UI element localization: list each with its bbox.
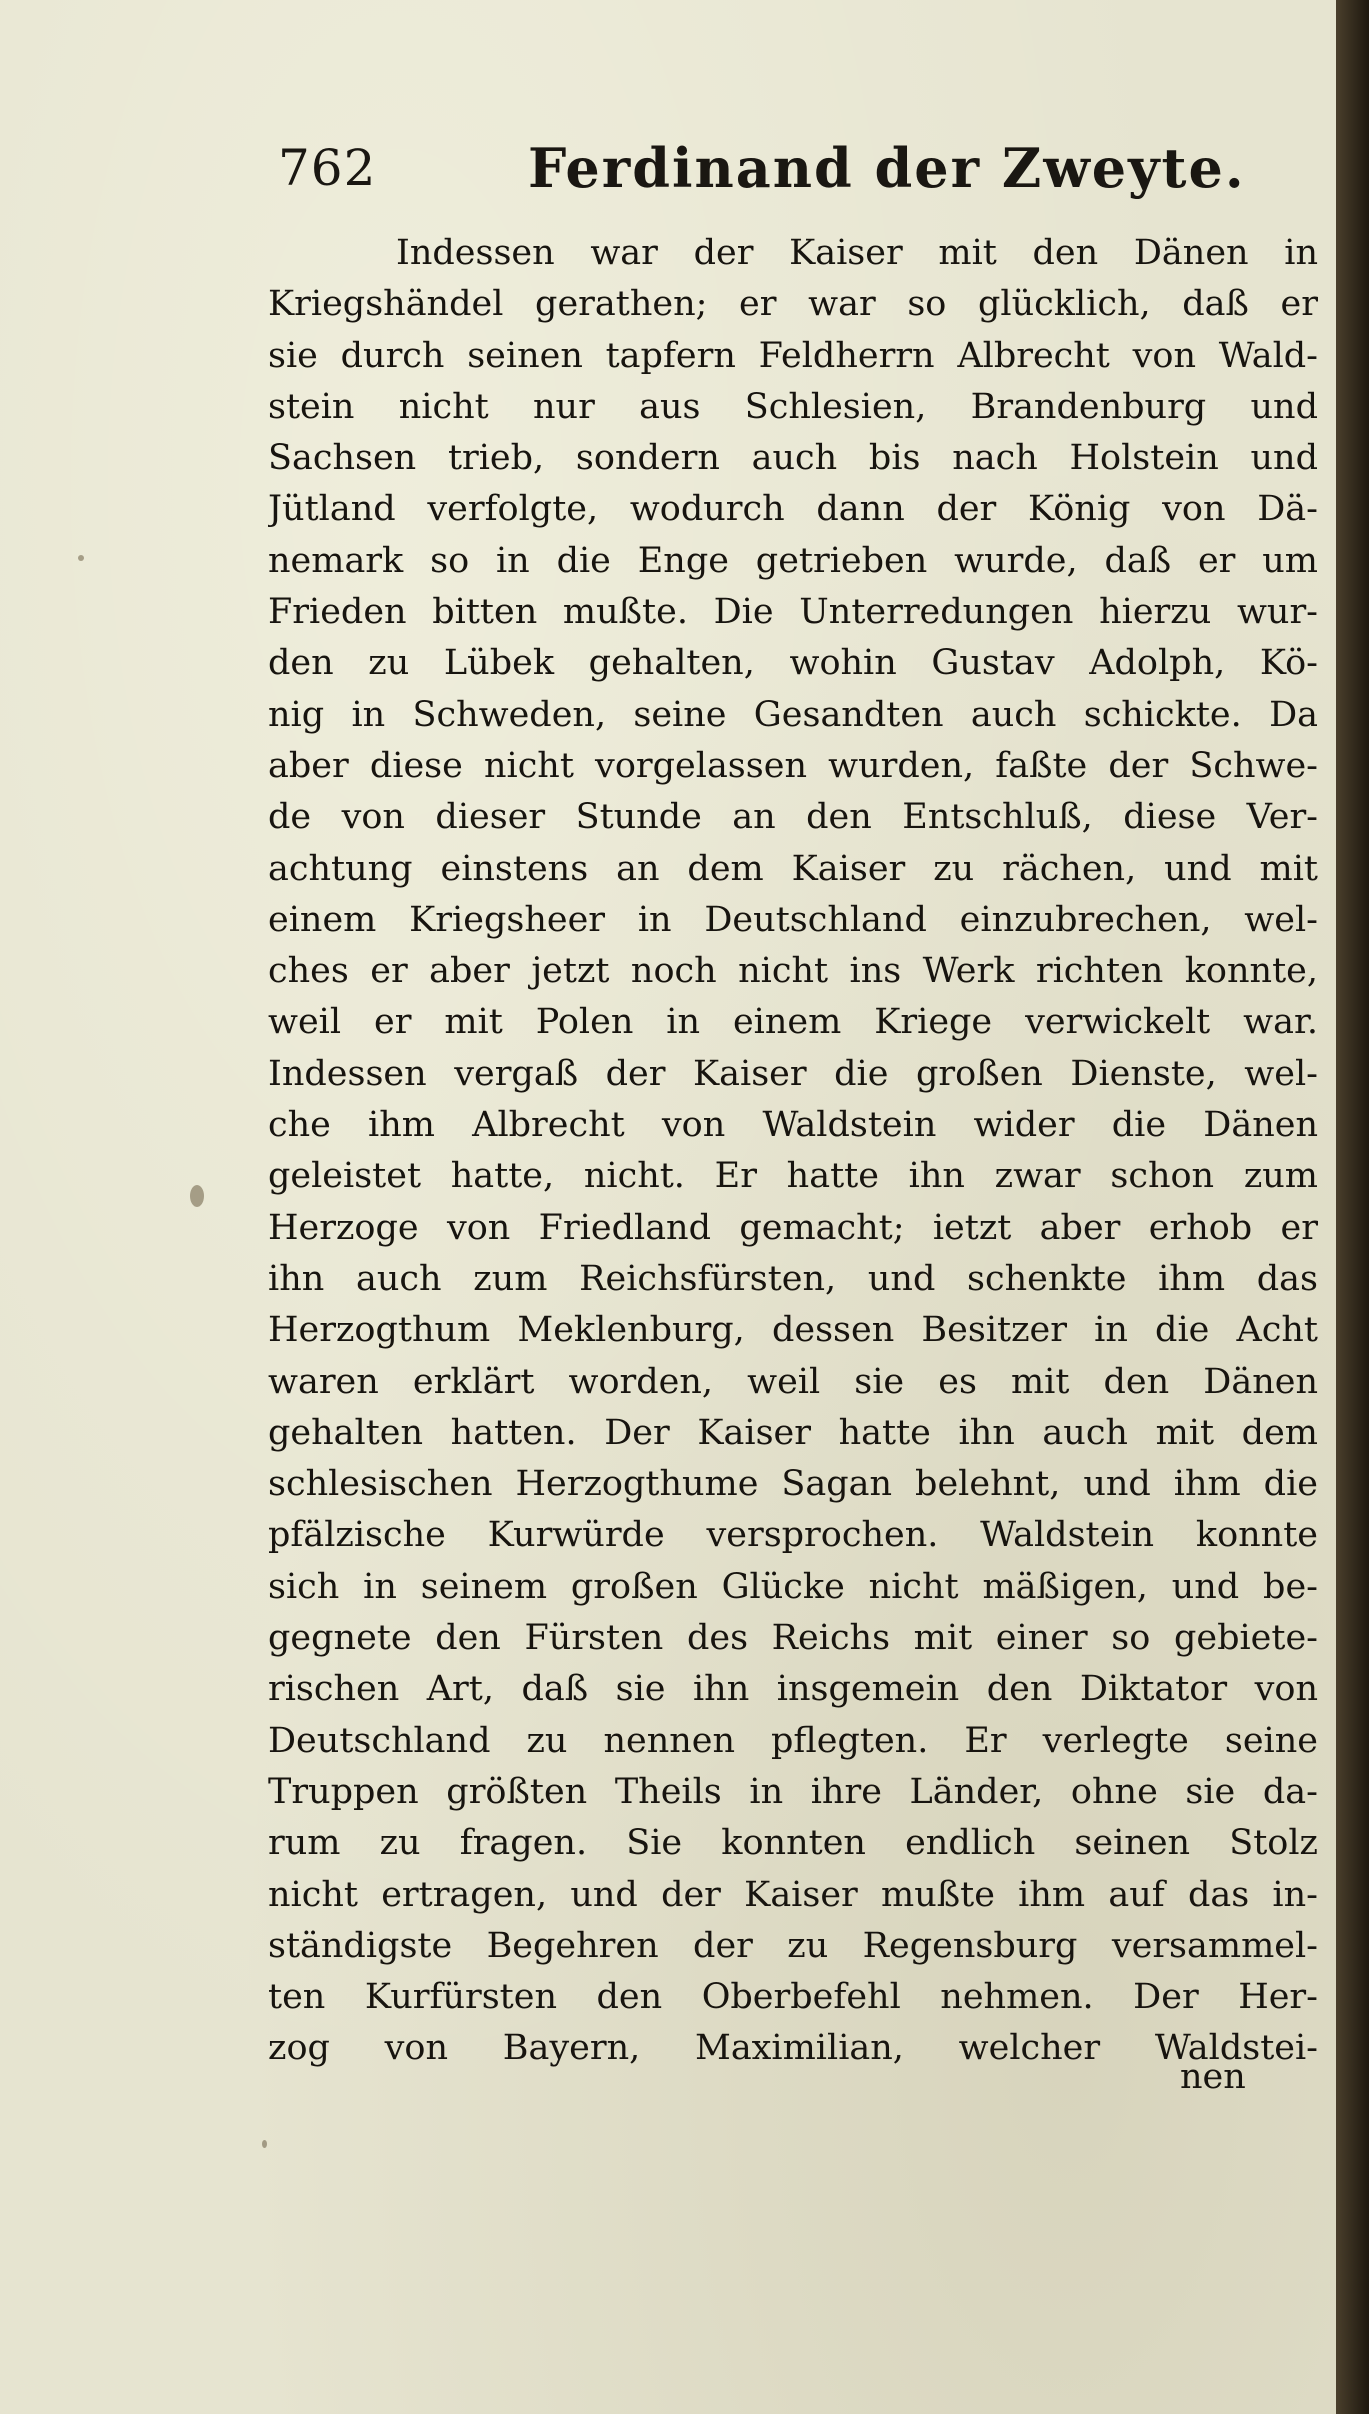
text-line: Indessen war der Kaiser mit den Dänen in <box>396 233 1318 273</box>
text-line: ständigste Begehren der zu Regensburg versammel- <box>268 1925 1318 1966</box>
text-line: rischen Art, daß sie ihn insgemein den Diktator von <box>268 1669 1318 1710</box>
text-line: einem Kriegsheer in Deutschland einzubrechen, wel- <box>268 899 1318 940</box>
text-line: Sachsen trieb, sondern auch bis nach Holstein und <box>268 438 1318 479</box>
text-line: achtung einstens an dem Kaiser zu rächen, und mit <box>268 848 1318 889</box>
text-line: waren erklärt worden, weil sie es mit den Dänen <box>268 1361 1318 1402</box>
text-line: ches er aber jetzt noch nicht ins Werk richten konnte, <box>268 951 1318 992</box>
page-header <box>278 128 1318 208</box>
text-line: zog von Bayern, Maximilian, welcher Waldstei- <box>268 2028 1318 2069</box>
page-number: 762 <box>278 139 377 197</box>
text-line: aber diese nicht vorgelassen wurden, faßte der Schwe- <box>268 745 1318 786</box>
paper-speck <box>190 1185 204 1207</box>
text-line: pfälzische Kurwürde versprochen. Waldstein konnte <box>268 1515 1318 1556</box>
text-line: sie durch seinen tapfern Feldherrn Albrecht von Wald- <box>268 335 1318 376</box>
running-head: Ferdinand der Zweyte. <box>528 136 1246 200</box>
text-line: rum zu fragen. Sie konnten endlich seinen Stolz <box>268 1823 1318 1864</box>
paper-speck <box>78 555 84 561</box>
paper-speck <box>262 2140 267 2148</box>
text-line: Herzogthum Meklenburg, dessen Besitzer in die Acht <box>268 1310 1318 1351</box>
text-line: Herzoge von Friedland gemacht; ietzt aber erhob er <box>268 1207 1318 1248</box>
text-line: ten Kurfürsten den Oberbefehl nehmen. Der Her- <box>268 1977 1318 2018</box>
text-line: de von dieser Stunde an den Entschluß, diese Ver- <box>268 797 1318 838</box>
text-line: geleistet hatte, nicht. Er hatte ihn zwar schon zum <box>268 1156 1318 1197</box>
text-line: Frieden bitten mußte. Die Unterredungen hierzu wur- <box>268 592 1318 633</box>
text-line: sich in seinem großen Glücke nicht mäßigen, und be- <box>268 1566 1318 1607</box>
text-line: weil er mit Polen in einem Kriege verwickelt war. <box>268 1002 1318 1043</box>
text-line: Truppen größten Theils in ihre Länder, ohne sie da- <box>268 1771 1318 1812</box>
text-line: stein nicht nur aus Schlesien, Brandenburg und <box>268 386 1318 427</box>
text-line: ihn auch zum Reichsfürsten, und schenkte ihm das <box>268 1258 1318 1299</box>
text-line: Deutschland zu nennen pflegten. Er verlegte seine <box>268 1720 1318 1761</box>
text-line: Jütland verfolgte, wodurch dann der König von Dä- <box>268 489 1318 530</box>
text-line: che ihm Albrecht von Waldstein wider die Dänen <box>268 1105 1318 1146</box>
body-text <box>268 228 1318 2075</box>
text-line: den zu Lübek gehalten, wohin Gustav Adolph, Kö- <box>268 643 1318 684</box>
catchword: nen <box>1180 2057 1246 2097</box>
text-line: schlesischen Herzogthume Sagan belehnt, und ihm die <box>268 1464 1318 1505</box>
text-line: nemark so in die Enge getrieben wurde, daß er um <box>268 540 1318 581</box>
text-line: nig in Schweden, seine Gesandten auch schickte. Da <box>268 694 1318 735</box>
binding-edge <box>1336 0 1369 2414</box>
text-line: nicht ertragen, und der Kaiser mußte ihm auf das in- <box>268 1874 1318 1915</box>
text-line: Kriegshändel gerathen; er war so glücklich, daß er <box>268 284 1318 325</box>
text-line: gehalten hatten. Der Kaiser hatte ihn auch mit dem <box>268 1412 1318 1453</box>
text-line: Indessen vergaß der Kaiser die großen Dienste, wel- <box>268 1053 1318 1094</box>
text-line: gegnete den Fürsten des Reichs mit einer so gebiete- <box>268 1618 1318 1659</box>
